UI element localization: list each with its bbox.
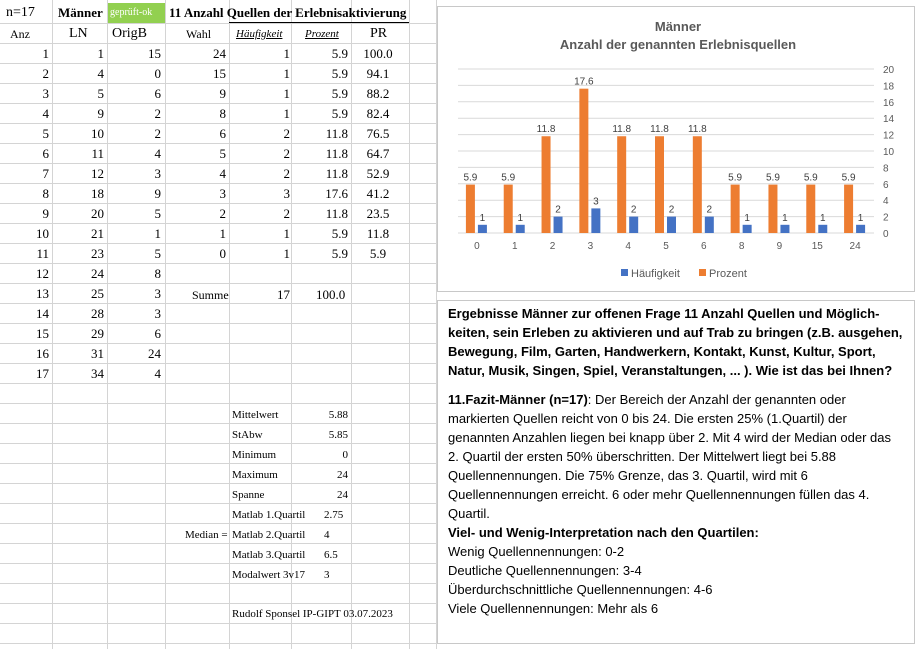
stat-label[interactable]: Matlab 2.Quartil bbox=[232, 529, 306, 541]
y-tick-label: 4 bbox=[883, 196, 889, 208]
cell-anz[interactable]: 11 bbox=[36, 246, 49, 261]
cell-ln[interactable]: 28 bbox=[91, 306, 104, 321]
stat-value[interactable]: 24 bbox=[337, 489, 348, 501]
stat-value[interactable]: 2.75 bbox=[324, 509, 344, 521]
stat-label[interactable]: StAbw bbox=[232, 429, 263, 441]
cell-haeufigkeit[interactable]: 1 bbox=[283, 226, 290, 241]
summe-label[interactable]: Summe bbox=[192, 288, 229, 302]
cell-wahl[interactable]: 1 bbox=[219, 226, 226, 241]
cell-pr[interactable]: 94.1 bbox=[366, 66, 390, 81]
cell-prozent[interactable]: 5.9 bbox=[331, 226, 348, 241]
cell-haeufigkeit[interactable]: 3 bbox=[283, 186, 290, 201]
grid-row-line bbox=[0, 483, 436, 484]
cell-origb[interactable]: 3 bbox=[154, 306, 161, 321]
cell-pr[interactable]: 11.8 bbox=[366, 226, 390, 241]
cell-origb[interactable]: 3 bbox=[154, 286, 161, 301]
cell-origb[interactable]: 2 bbox=[154, 126, 161, 141]
cell-ln[interactable]: 25 bbox=[91, 286, 104, 301]
y-tick-label: 10 bbox=[883, 147, 895, 158]
chart-title: Männer bbox=[654, 19, 702, 34]
data-label: 1 bbox=[517, 212, 524, 224]
data-label: 1 bbox=[744, 212, 750, 224]
bar-häufigkeit bbox=[554, 217, 563, 233]
cell-prozent[interactable]: 11.8 bbox=[325, 206, 348, 221]
bar-chart[interactable] bbox=[438, 7, 914, 291]
cell-wahl[interactable]: 15 bbox=[213, 66, 226, 81]
cell-ln[interactable]: 1 bbox=[97, 46, 104, 61]
cell-haeufigkeit[interactable]: 2 bbox=[283, 126, 290, 141]
cell-wahl[interactable]: 6 bbox=[219, 126, 226, 141]
cell-anz[interactable]: 14 bbox=[36, 306, 49, 321]
data-label: 1 bbox=[782, 212, 788, 224]
cell-pr[interactable]: 100.0 bbox=[363, 46, 393, 61]
y-tick-label: 16 bbox=[883, 97, 895, 109]
grid-row-line bbox=[0, 423, 436, 424]
x-tick-label: 5 bbox=[663, 241, 669, 252]
footer-credit[interactable]: Rudolf Sponsel IP-GIPT 03.07.2023 bbox=[232, 608, 393, 620]
cell-prozent[interactable]: 17.6 bbox=[325, 186, 348, 201]
cell-origb[interactable]: 1 bbox=[154, 226, 161, 241]
data-label: 1 bbox=[857, 212, 864, 224]
data-label: 5.9 bbox=[728, 172, 743, 184]
cell-haeufigkeit[interactable]: 1 bbox=[283, 106, 290, 121]
cell-prozent[interactable]: 11.8 bbox=[325, 146, 348, 161]
textbox-heading: Ergebnisse Männer zur offenen Frage 11 Anzahl Quellen und Möglich-keiten, sein Erleben zu aktivieren und auf Trab zu bringen (z.B. ausgehen, Bewegung, Film, Garten, Handwerkern, Kontakt, Kunst, Kultur, Sport, Natur, Musik, Singen, Spiel, Veranstaltungen, ... ). Wie ist das bei Ihnen? bbox=[448, 306, 903, 378]
col-haeufigkeit[interactable]: Häufigkeit bbox=[236, 28, 283, 40]
cell-wahl[interactable]: 8 bbox=[219, 106, 226, 121]
data-label: 5.9 bbox=[803, 172, 818, 184]
legend-label: Prozent bbox=[709, 268, 747, 280]
bar-prozent bbox=[768, 185, 777, 233]
cell-ln[interactable]: 34 bbox=[91, 366, 104, 381]
stat-label[interactable]: Spanne bbox=[232, 489, 265, 501]
bar-prozent bbox=[617, 136, 626, 233]
bar-prozent bbox=[579, 89, 588, 233]
cell-prozent[interactable]: 11.8 bbox=[325, 126, 348, 141]
cell-ln[interactable]: 31 bbox=[91, 346, 104, 361]
header-underline bbox=[229, 22, 409, 23]
interp-lines bbox=[448, 542, 904, 618]
summe-h[interactable]: 17 bbox=[277, 287, 290, 302]
data-label: 2 bbox=[630, 204, 637, 216]
cell-haeufigkeit[interactable]: 1 bbox=[283, 86, 290, 101]
col-anz[interactable]: Anz bbox=[10, 27, 30, 41]
grid-row-line bbox=[0, 643, 436, 644]
results-textbox[interactable] bbox=[437, 300, 915, 644]
bar-häufigkeit bbox=[478, 225, 487, 233]
col-origb[interactable]: OrigB bbox=[112, 26, 147, 41]
legend-swatch bbox=[621, 269, 628, 276]
cell-haeufigkeit[interactable]: 2 bbox=[283, 146, 290, 161]
cell-ln[interactable]: 9 bbox=[97, 106, 104, 121]
stat-label[interactable]: Minimum bbox=[232, 449, 277, 461]
cell-anz[interactable]: 15 bbox=[36, 326, 49, 341]
interp-line: Viele Quellennennungen: Mehr als 6 bbox=[448, 601, 659, 616]
cell-ln[interactable]: 24 bbox=[91, 266, 104, 281]
interp-line: Deutliche Quellennennungen: 3-4 bbox=[448, 563, 642, 578]
x-tick-label: 6 bbox=[701, 241, 707, 252]
stat-label[interactable]: Matlab 1.Quartil bbox=[232, 509, 306, 521]
data-label: 2 bbox=[706, 204, 713, 216]
cell-origb[interactable]: 8 bbox=[154, 266, 161, 281]
y-tick-label: 14 bbox=[883, 114, 895, 126]
cell-wahl[interactable]: 2 bbox=[219, 206, 226, 221]
grid-row-line bbox=[0, 443, 436, 444]
col-ln[interactable]: LN bbox=[69, 26, 88, 41]
cell-wahl[interactable]: 24 bbox=[213, 46, 226, 61]
cell-origb[interactable]: 5 bbox=[154, 206, 161, 221]
cell-wahl[interactable]: 4 bbox=[219, 166, 226, 181]
data-label: 5.9 bbox=[501, 172, 516, 184]
bar-häufigkeit bbox=[516, 225, 525, 233]
y-tick-label: 20 bbox=[883, 65, 895, 76]
data-label: 1 bbox=[479, 212, 486, 224]
data-label: 11.8 bbox=[536, 124, 556, 136]
y-tick-label: 12 bbox=[883, 130, 895, 142]
x-tick-label: 0 bbox=[474, 241, 480, 252]
chart-subtitle: Anzahl der genannten Erlebnisquellen bbox=[559, 37, 797, 52]
cell-wahl[interactable]: 5 bbox=[219, 146, 226, 161]
cell-anz[interactable]: 5 bbox=[42, 126, 49, 141]
cell-origb[interactable]: 24 bbox=[148, 346, 161, 361]
cell-pr[interactable]: 82.4 bbox=[366, 106, 390, 121]
data-label: 11.8 bbox=[687, 124, 707, 136]
cell-anz[interactable]: 8 bbox=[42, 186, 49, 201]
stat-label[interactable]: Matlab 3.Quartil bbox=[232, 549, 306, 561]
interp-heading: Viel- und Wenig-Interpretation nach den Quartilen: bbox=[448, 525, 759, 540]
cell-ln[interactable]: 23 bbox=[91, 246, 104, 261]
stat-label[interactable]: Maximum bbox=[232, 469, 278, 481]
x-tick-label: 9 bbox=[776, 241, 783, 252]
bar-prozent bbox=[655, 136, 664, 233]
stat-value[interactable]: 24 bbox=[337, 469, 348, 481]
bar-häufigkeit bbox=[743, 225, 752, 233]
cell-anz[interactable]: 3 bbox=[42, 86, 49, 101]
median-label[interactable]: Median = bbox=[185, 529, 228, 541]
bar-häufigkeit bbox=[629, 217, 638, 233]
stat-value[interactable]: 5.88 bbox=[328, 409, 348, 421]
stat-value[interactable]: 0 bbox=[342, 449, 348, 461]
cell-pr[interactable]: 88.2 bbox=[366, 86, 390, 101]
cell-origb[interactable]: 4 bbox=[154, 366, 161, 381]
cell-anz[interactable]: 13 bbox=[36, 286, 49, 301]
cell-ln[interactable]: 21 bbox=[91, 226, 104, 241]
y-tick-label: 6 bbox=[883, 179, 889, 191]
stat-value[interactable]: 3 bbox=[324, 569, 330, 581]
data-label: 2 bbox=[555, 204, 561, 216]
summe-p[interactable]: 100.0 bbox=[316, 287, 346, 302]
x-tick-label: 8 bbox=[738, 241, 745, 252]
cell-haeufigkeit[interactable]: 1 bbox=[283, 46, 290, 61]
cell-ln[interactable]: 10 bbox=[91, 126, 104, 141]
data-label: 3 bbox=[593, 196, 599, 208]
cell-pr[interactable]: 64.7 bbox=[366, 146, 390, 161]
grid-col-line bbox=[409, 0, 410, 649]
fazit-label: 11.Fazit-Männer (n=17) bbox=[448, 392, 588, 407]
data-label: 5.9 bbox=[841, 172, 856, 184]
bar-häufigkeit bbox=[705, 217, 714, 233]
cell-anz[interactable]: 2 bbox=[42, 66, 49, 81]
bar-häufigkeit bbox=[818, 225, 827, 233]
bar-prozent bbox=[542, 136, 551, 233]
cell-origb[interactable]: 6 bbox=[154, 86, 161, 101]
x-tick-label: 1 bbox=[511, 241, 518, 252]
cell-haeufigkeit[interactable]: 2 bbox=[283, 206, 290, 221]
bar-häufigkeit bbox=[667, 217, 676, 233]
bar-prozent bbox=[466, 185, 475, 233]
cell-origb[interactable]: 3 bbox=[154, 166, 161, 181]
cell-anz[interactable]: 1 bbox=[42, 46, 49, 61]
bar-prozent bbox=[731, 185, 740, 233]
cell-pr[interactable]: 23.5 bbox=[366, 206, 390, 221]
cell-anz[interactable]: 10 bbox=[36, 226, 49, 241]
x-tick-label: 15 bbox=[811, 241, 823, 252]
x-tick-label: 24 bbox=[849, 241, 861, 252]
cell-haeufigkeit[interactable]: 2 bbox=[283, 166, 290, 181]
y-tick-label: 2 bbox=[883, 212, 889, 224]
cell-pr[interactable]: 5.9 bbox=[369, 246, 387, 261]
stat-value[interactable]: 4 bbox=[324, 529, 330, 541]
cell-anz[interactable]: 17 bbox=[36, 366, 49, 381]
legend-label: Häufigkeit bbox=[631, 268, 680, 280]
cell-anz[interactable]: 12 bbox=[36, 266, 49, 281]
grid-row-line bbox=[0, 563, 436, 564]
cell-anz[interactable]: 9 bbox=[42, 206, 49, 221]
y-tick-label: 0 bbox=[883, 229, 889, 240]
cell-anz[interactable]: 4 bbox=[42, 106, 49, 121]
cell-anz[interactable]: 16 bbox=[36, 346, 49, 361]
stat-value[interactable]: 5.85 bbox=[328, 429, 348, 441]
cell-anz[interactable]: 7 bbox=[42, 166, 49, 181]
header-title[interactable]: 11 Anzahl Quellen der Erlebnisaktivierung bbox=[169, 5, 407, 20]
bar-prozent bbox=[806, 185, 815, 233]
cell-pr[interactable]: 41.2 bbox=[366, 186, 390, 201]
cell-ln[interactable]: 29 bbox=[91, 326, 104, 341]
cell-origb[interactable]: 5 bbox=[154, 246, 161, 261]
cell-origb[interactable]: 0 bbox=[154, 66, 161, 81]
n-label[interactable]: n=17 bbox=[6, 5, 35, 20]
col-prozent[interactable]: Prozent bbox=[305, 28, 339, 40]
data-label: 1 bbox=[819, 212, 826, 224]
bar-häufigkeit bbox=[591, 208, 600, 233]
header-geprueft[interactable]: geprüft-ok bbox=[110, 7, 153, 18]
bar-prozent bbox=[693, 136, 702, 233]
cell-prozent[interactable]: 5.9 bbox=[331, 246, 348, 261]
cell-ln[interactable]: 11 bbox=[91, 146, 104, 161]
cell-prozent[interactable]: 5.9 bbox=[331, 86, 348, 101]
grid-row-line bbox=[0, 523, 436, 524]
cell-haeufigkeit[interactable]: 1 bbox=[283, 246, 290, 261]
cell-ln[interactable]: 20 bbox=[91, 206, 104, 221]
data-label: 2 bbox=[668, 204, 675, 216]
stat-label[interactable]: Mittelwert bbox=[232, 409, 279, 421]
data-label: 5.9 bbox=[463, 172, 478, 184]
y-tick-label: 8 bbox=[883, 163, 889, 175]
fazit-text: : Der Bereich der Anzahl der genannten oder markierten Quellen reicht von 0 bis 24. Die ersten 25% (1.Quartil) der genannten Anzahlen liegen bei knapp über 2. Mit 4 wird der Median oder das 2. Quartil der ersten 50% überschritten. Der Mittelwert liegt bei 5.88 Quellennennungen. Die 75% Grenze, das 3. Quartil, wird mit 6 Quellennennungen erreicht. 6 oder mehr Quellennennungen füllen das 4. Quartil. bbox=[448, 392, 892, 521]
x-tick-label: 2 bbox=[549, 241, 556, 252]
cell-origb[interactable]: 6 bbox=[154, 326, 161, 341]
cell-wahl[interactable]: 9 bbox=[219, 86, 226, 101]
cell-pr[interactable]: 52.9 bbox=[366, 166, 390, 181]
y-tick-label: 18 bbox=[883, 81, 895, 93]
grid-row-line bbox=[0, 403, 436, 404]
col-pr[interactable]: PR bbox=[370, 26, 388, 41]
bar-prozent bbox=[844, 185, 853, 233]
grid-row-line bbox=[0, 583, 436, 584]
bar-häufigkeit bbox=[780, 225, 789, 233]
bar-häufigkeit bbox=[856, 225, 865, 233]
cell-wahl[interactable]: 3 bbox=[219, 186, 226, 201]
cell-origb[interactable]: 2 bbox=[154, 106, 161, 121]
cell-haeufigkeit[interactable]: 1 bbox=[283, 66, 290, 81]
cell-ln[interactable]: 4 bbox=[97, 66, 104, 81]
stat-value[interactable]: 6.5 bbox=[324, 549, 338, 561]
data-label: 11.8 bbox=[650, 124, 669, 136]
cell-origb[interactable]: 15 bbox=[148, 46, 161, 61]
interp-line: Wenig Quellennennungen: 0-2 bbox=[448, 544, 625, 559]
interp-line: Überdurchschnittliche Quellennennungen: 4-6 bbox=[448, 582, 713, 597]
grid-row-line bbox=[0, 503, 436, 504]
cell-prozent[interactable]: 5.9 bbox=[331, 106, 348, 121]
header-maenner[interactable]: Männer bbox=[58, 5, 103, 20]
cell-prozent[interactable]: 11.8 bbox=[325, 166, 348, 181]
cell-anz[interactable]: 6 bbox=[42, 146, 49, 161]
col-wahl[interactable]: Wahl bbox=[186, 27, 212, 41]
data-label: 17.6 bbox=[574, 76, 594, 88]
bar-prozent bbox=[504, 185, 513, 233]
x-tick-label: 3 bbox=[587, 241, 594, 252]
x-tick-label: 4 bbox=[625, 241, 631, 252]
grid-row-line bbox=[0, 463, 436, 464]
cell-origb[interactable]: 4 bbox=[154, 146, 161, 161]
data-label: 11.8 bbox=[612, 124, 632, 136]
cell-wahl[interactable]: 0 bbox=[219, 246, 226, 261]
cell-ln[interactable]: 12 bbox=[91, 166, 104, 181]
cell-pr[interactable]: 76.5 bbox=[366, 126, 390, 141]
cell-ln[interactable]: 5 bbox=[97, 86, 104, 101]
cell-origb[interactable]: 9 bbox=[154, 186, 161, 201]
chart-panel[interactable] bbox=[437, 6, 915, 292]
cell-prozent[interactable]: 5.9 bbox=[331, 46, 348, 61]
data-label: 5.9 bbox=[766, 172, 780, 184]
stat-label[interactable]: Modalwert 3v17 bbox=[232, 569, 306, 581]
legend-swatch bbox=[699, 269, 706, 276]
cell-prozent[interactable]: 5.9 bbox=[331, 66, 348, 81]
cell-ln[interactable]: 18 bbox=[91, 186, 104, 201]
